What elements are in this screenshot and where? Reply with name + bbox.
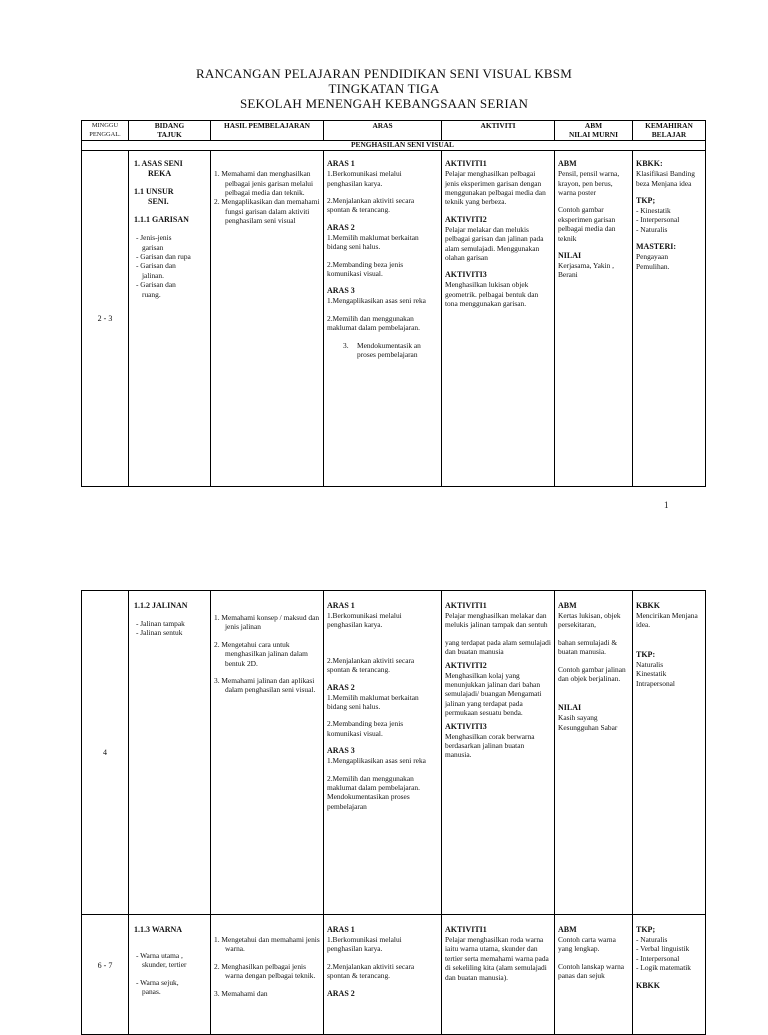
abm-text-1b: bahan semulajadi & buatan manusia. [558,637,618,657]
hasil-item: 2. Menghasilkan pelbagai jenis warna dengan pelbagai teknik. [214,961,316,981]
doc-title-line-1: RANCANGAN PELAJARAN PENDIDIKAN SENI VISUAL KBSM [196,66,572,81]
aras-2-heading: ARAS 2 [327,682,355,692]
aras-1-text-2: 2.Menjalankan aktiviti secara spontan & terancang. [327,655,415,675]
aras-2-text-2: 2.Membanding beza jenis komunikasi visual. [327,719,404,738]
bidang-item: panas. [142,987,161,997]
aras-1-text-2: 2.Menjalankan aktiviti secara spontan & terancang. [327,961,415,981]
aktiviti-1-text: Pelajar menghasilkan melakar dan melukis jalinan tampak dan sentuh [445,611,548,630]
hasil-cell [211,151,324,487]
tkp-heading: TKP; [636,196,656,205]
aras-cell [324,591,442,915]
tkp-item: - Verbal linguistik [636,944,690,954]
bidang-heading-2: 1.1 UNSUR [134,187,174,197]
aras-cell [324,151,442,487]
aras-2-text: 1.Memilih maklumat berkaitan bidang seni halus. [327,692,419,712]
page-number: 1 [664,500,669,510]
abm-text: Contoh carta warna yang lengkap. [558,935,616,954]
abm-text-2: Contoh gambar eksperimen garisan pelbagai media dan teknik [558,205,616,243]
header-hasil: HASIL PEMBELAJARAN [211,121,324,141]
aras-1-text: 1.Berkomunikasi melalui penghasilan karya. [327,611,402,630]
tkp-item: Kinestatik [636,669,667,679]
abm-heading: ABM [558,925,577,934]
tkp-heading: TKP; [636,925,656,934]
aktiviti-3-heading: AKTIVITI3 [445,721,487,731]
kbkk-heading: KBKK: [636,159,663,169]
aras-3-text-2: 2.Memilih dan menggunakan maklumat dalam pembelajaran. Mendokumentasikan proses pembelajaran [327,773,420,811]
aktiviti-cell [442,151,555,487]
aktiviti-1-heading: AKTIVITI1 [445,925,487,934]
tkp-item: - Interpersonal [636,215,680,225]
abm-text-2: Contoh gambar jalinan dan objek berjalinan. [558,664,626,684]
masteri-text: Pengayaan Pemulihan. [636,252,670,271]
doc-title-line-2: TINGKATAN TIGA [328,81,440,96]
header-abm-l1: ABM [584,121,603,130]
header-aktiviti: AKTIVITI [442,121,555,141]
header-kemahiran [633,121,706,141]
bidang-item: - Garisan dan [136,261,176,271]
aktiviti-cell [442,915,555,1035]
bidang-item: - Warna utama , [136,951,183,960]
nilai-heading: NILAI [558,251,582,261]
aras-cell [324,915,442,1035]
bidang-item: garisan [142,242,164,252]
doc-title-line-3: SEKOLAH MENENGAH KEBANGSAAN SERIAN [239,96,529,111]
aras-3-heading: ARAS 3 [327,746,355,756]
hasil-item: 3. Memahami dan [214,988,268,998]
aktiviti-1-text-2: yang terdapat pada alam semulajadi dan buatan manusia [445,637,551,657]
header-kemahiran-l1: KEMAHIRAN [645,121,693,130]
kemahiran-cell [633,151,706,487]
header-kemahiran-l2: BELAJAR [651,129,687,139]
header-minggu-l1: MINGGU [91,122,119,129]
bidang-cell [129,591,211,915]
tkp-item: - Kinestatik [636,206,671,215]
week-cell: 2 - 3 [82,151,129,487]
header-abm-l2: NILAI MURNI [568,129,619,139]
table-row [82,151,706,487]
lesson-plan-table-1 [81,120,706,487]
aktiviti-1-heading: AKTIVITI1 [445,601,487,610]
section-heading-row [82,141,706,151]
kemahiran-cell [633,915,706,1035]
kbkk-text: Klasifikasi Banding beza Menjana idea [636,169,695,188]
hasil-item: 2. Mengaplikasikan dan memahami fungsi garisan dalam aktiviti penghasilam seni visual [214,197,320,226]
hasil-cell [211,591,324,915]
aktiviti-2-text: Menghasilkan kolaj yang menunjukkan jalinan dari bahan semulajadi/ buangan Mengamati jalinan yang terdapat pada permukaan sesuatu benda. [445,670,542,718]
aras-1-text: 1.Berkomunikasi melalui penghasilan karya. [327,169,402,188]
abm-heading: ABM [558,159,577,169]
section-heading: PENGHASILAN SENI VISUAL [82,141,706,151]
aras-2-text-2: 2.Membanding beza jenis komunikasi visual. [327,259,404,279]
header-minggu-l2: PENGGAL. [89,130,121,138]
aktiviti-3-text: Menghasilkan corak berwarna berdasarkan jalinan buatan manusia. [445,731,535,760]
bidang-item: ruang. [142,289,161,299]
aras-3-item-3-text: Mendokumentasik an proses pembelajaran [357,340,421,360]
aktiviti-2-heading: AKTIVITI2 [445,660,487,670]
hasil-item: 1. Mengetahui dan memahami jenis warna. [214,935,320,954]
bidang-item: - Garisan dan rupa [136,252,191,261]
bidang-heading-1: 1.1.3 WARNA [134,925,183,934]
bidang-heading-2b: SENI. [148,197,169,207]
bidang-item: - Garisan dan [136,280,176,290]
nilai-text: Kasih sayang Kesungguhan Sabar [558,713,618,732]
bidang-heading-1: 1.1.2 JALINAN [134,601,188,610]
aras-3-text: 1.Mengaplikasikan asas seni reka [327,296,426,306]
aktiviti-2-text: Pelajar melakar dan melukis pelbagai garisan dan jalinan pada alam semulajadi. Menggunakan olahan garisan [445,224,544,263]
aras-1-heading: ARAS 1 [327,601,355,610]
abm-cell [555,151,633,487]
table-header-row [82,121,706,141]
aktiviti-2-heading: AKTIVITI2 [445,214,487,224]
hasil-item: 1. Memahami konsep / maksud dan jenis jalinan [214,613,320,632]
tkp-item: - Naturalis [636,224,668,234]
bidang-item: - Warna sejuk, [136,977,179,987]
header-bidang-l2: TAJUK [157,129,182,139]
abm-text: Pensil, pensil warna, krayon, pen berus, warna poster [558,169,620,197]
tkp-item: Naturalis [636,659,664,669]
kbkk-text: Mencirikan Menjana idea. [636,611,698,630]
table-row [82,591,706,915]
header-aras: ARAS [324,121,442,141]
kbkk-heading: KBKK [636,601,661,610]
aras-3-item-3-num: 3. [343,340,349,350]
aktiviti-1-text: Pelajar menghasilkan pelbagai jenis eksperimen garisan dengan menggunakan pelbagai media dan teknik yang berbeza. [445,169,546,207]
bidang-cell [129,151,211,487]
week-cell: 6 - 7 [82,915,129,1035]
aras-1-heading: ARAS 1 [327,159,355,169]
tkp-item: Intrapersonal [636,678,675,688]
bidang-item: - Jalinan tampak [136,619,185,628]
aras-1-text-2: 2.Menjalankan aktiviti secara spontan & terancang. [327,196,415,215]
aras-3-text-2: 2.Memilih dan menggunakan maklumat dalam pembelajaran. [327,313,420,333]
aras-1-heading: ARAS 1 [327,925,355,934]
aras-2-heading: ARAS 2 [327,222,355,232]
tkp-heading: TKP: [636,649,656,659]
bidang-item: - Jalinan sentuk [136,628,183,638]
tkp-item: - Naturalis [636,935,668,944]
abm-cell [555,591,633,915]
aras-2-heading: ARAS 2 [327,988,355,998]
aktiviti-3-heading: AKTIVITI3 [445,270,487,280]
aras-2-text: 1.Memilih maklumat berkaitan bidang seni halus. [327,232,419,252]
header-bidang-l1: BIDANG [154,121,185,130]
aktiviti-1-heading: AKTIVITI1 [445,159,487,169]
abm-cell [555,915,633,1035]
aras-3-text: 1.Mengaplikasikan asas seni reka [327,756,426,766]
bidang-heading-1: 1. ASAS SENI [134,159,183,169]
aktiviti-cell [442,591,555,915]
bidang-cell [129,915,211,1035]
bidang-item: - Jenis-jenis [136,233,172,243]
hasil-item: 1. Memahami dan menghasilkan pelbagai jenis garisan melalui pelbagai media dan teknik. [214,169,314,197]
table-row [82,915,706,1035]
aktiviti-1-text: Pelajar menghasilkan roda warna iaitu warna utama, skunder dan tertier serta memahami warna pada di sekeliling kita (alam semulajadi dan buatan manusia). [445,935,549,982]
bidang-item: jalinan. [142,270,164,280]
aras-3-item-3 [327,341,438,360]
tkp-item: - Logik matematik [636,963,692,973]
nilai-heading: NILAI [558,703,582,713]
lesson-plan-table-2 [81,590,706,1035]
aras-3-heading: ARAS 3 [327,286,355,296]
abm-text-2: Contoh lanskap warna panas dan sejuk [558,961,625,981]
header-abm [555,121,633,141]
tkp-item: - Interpersonal [636,953,680,963]
kbkk-heading: KBKK [636,980,661,990]
hasil-cell [211,915,324,1035]
header-bidang [129,121,211,141]
masteri-heading: MASTERI: [636,242,677,252]
abm-text: Kertas lukisan, objek persekitaran, [558,611,621,630]
bidang-item: skunder, tertier [142,960,187,970]
aras-1-text: 1.Berkomunikasi melalui penghasilan karya. [327,935,402,954]
week-cell: 4 [82,591,129,915]
bidang-heading-3: 1.1.1 GARISAN [134,215,189,225]
hasil-item: 2. Mengetahui cara untuk menghasilkan jalinan dalam bentuk 2D. [214,639,308,668]
aktiviti-3-text: Menghasilkan lukisan objek geometrik. pelbagai bentuk dan tona menggunakan garisan. [445,280,539,309]
abm-heading: ABM [558,601,577,610]
header-minggu [82,121,129,141]
hasil-item: 3. Memahami jalinan dan aplikasi dalam penghasilan seni visual. [214,676,316,695]
bidang-heading-1b: REKA [148,169,172,179]
nilai-text: Kerjasama, Yakin , Berani [558,261,615,280]
kemahiran-cell [633,591,706,915]
